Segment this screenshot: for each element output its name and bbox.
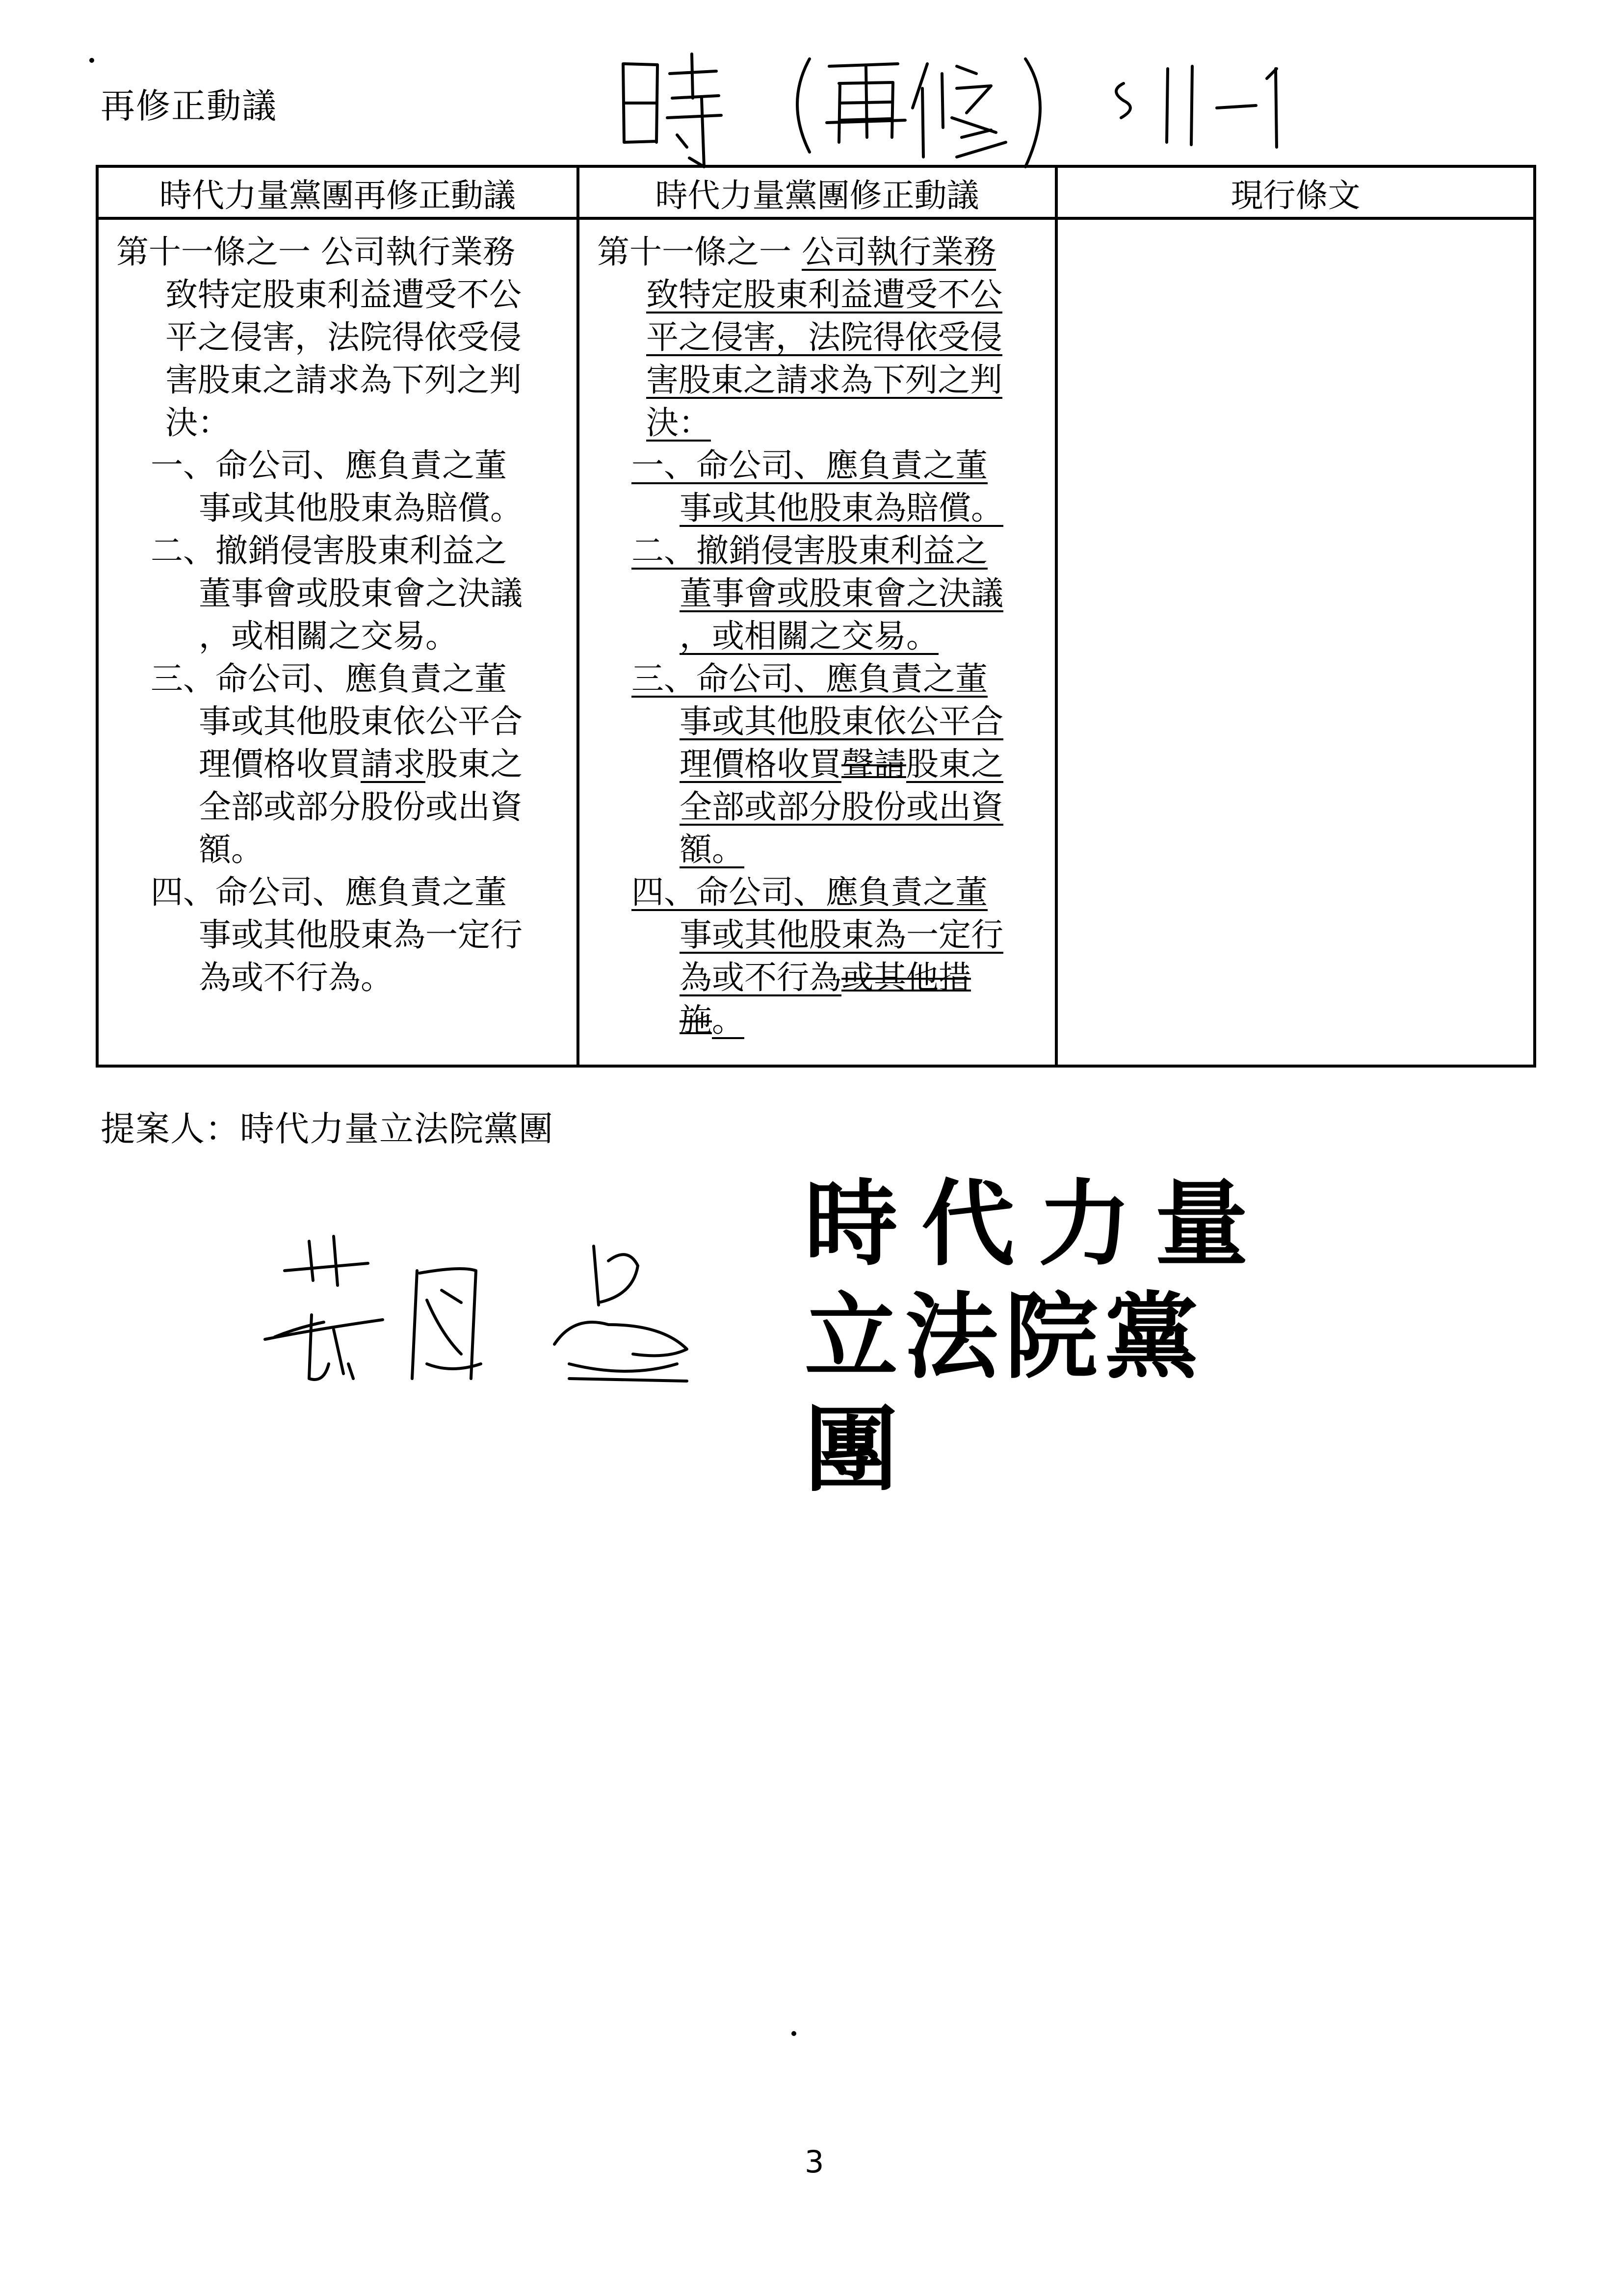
stamp-line-2: 立法院黨團 — [805, 1282, 1205, 1504]
party-stamp — [805, 1168, 1295, 1506]
scan-speck — [791, 2031, 796, 2036]
stamp-line-1: 時代力量 — [805, 1169, 1272, 1278]
page-number: 3 — [805, 2144, 824, 2180]
document-title: 再修正動議 — [101, 86, 277, 126]
list-item: 三、命公司、應負責之董 事或其他股東依公平合 理價格收買請求股東之 全部或部分股份或出資 額。 — [151, 660, 523, 868]
deleted-text: 聲請 — [841, 745, 906, 783]
proposer-line: 提案人：時代力量立法院黨團 — [101, 1109, 553, 1149]
inserted-text: 請求 — [361, 745, 425, 783]
header-revised-motion: 時代力量黨團再修正動議 — [97, 166, 578, 218]
article-body: 致特定股東利益遭受不公 平之侵害，法院得依受侵 害股東之請求為下列之判 決： — [646, 276, 1002, 442]
article-body: 致特定股東利益遭受不公 平之侵害，法院得依受侵 害股東之請求為下列之判 決： — [165, 276, 522, 442]
article-heading: 第十一條之一 公司執行業務 — [597, 233, 996, 271]
revised-motion-cell — [97, 218, 578, 1066]
list-item: 三、命公司、應負責之董 事或其他股東依公平合 理價格收買聲請股東之 全部或部分股份或出資 額。 — [631, 660, 1003, 868]
comparison-table — [96, 165, 1536, 1068]
header-current-article: 現行條文 — [1056, 166, 1535, 218]
list-item: 四、命公司、應負責之董 事或其他股東為一定行 為或不行為。 — [151, 873, 523, 996]
table-header-row — [97, 166, 1535, 218]
deleted-text: 或其他措 — [841, 959, 971, 996]
list-item: 二、撤銷侵害股東利益之 董事會或股東會之決議 ，或相關之交易。 — [151, 532, 523, 655]
scan-speck — [89, 58, 94, 63]
list-item: 一、命公司、應負責之董 事或其他股東為賠償。 — [151, 446, 523, 527]
deleted-text: 施 — [680, 1001, 712, 1039]
current-article-cell — [1056, 218, 1535, 1066]
list-item: 四、命公司、應負責之董 事或其他股東為一定行 為或不行為或其他措 施。 — [631, 873, 1003, 1039]
handwritten-note — [603, 44, 1339, 172]
list-item: 一、命公司、應負責之董 事或其他股東為賠償。 — [631, 446, 1003, 527]
handwritten-signature — [255, 1217, 770, 1423]
table-row — [97, 218, 1535, 1066]
article-heading: 第十一條之一 公司執行業務 — [116, 233, 515, 271]
header-amendment-motion: 時代力量黨團修正動議 — [578, 166, 1056, 218]
list-item: 二、撤銷侵害股東利益之 董事會或股東會之決議 ，或相關之交易。 — [631, 532, 1003, 655]
amendment-motion-cell — [578, 218, 1056, 1066]
